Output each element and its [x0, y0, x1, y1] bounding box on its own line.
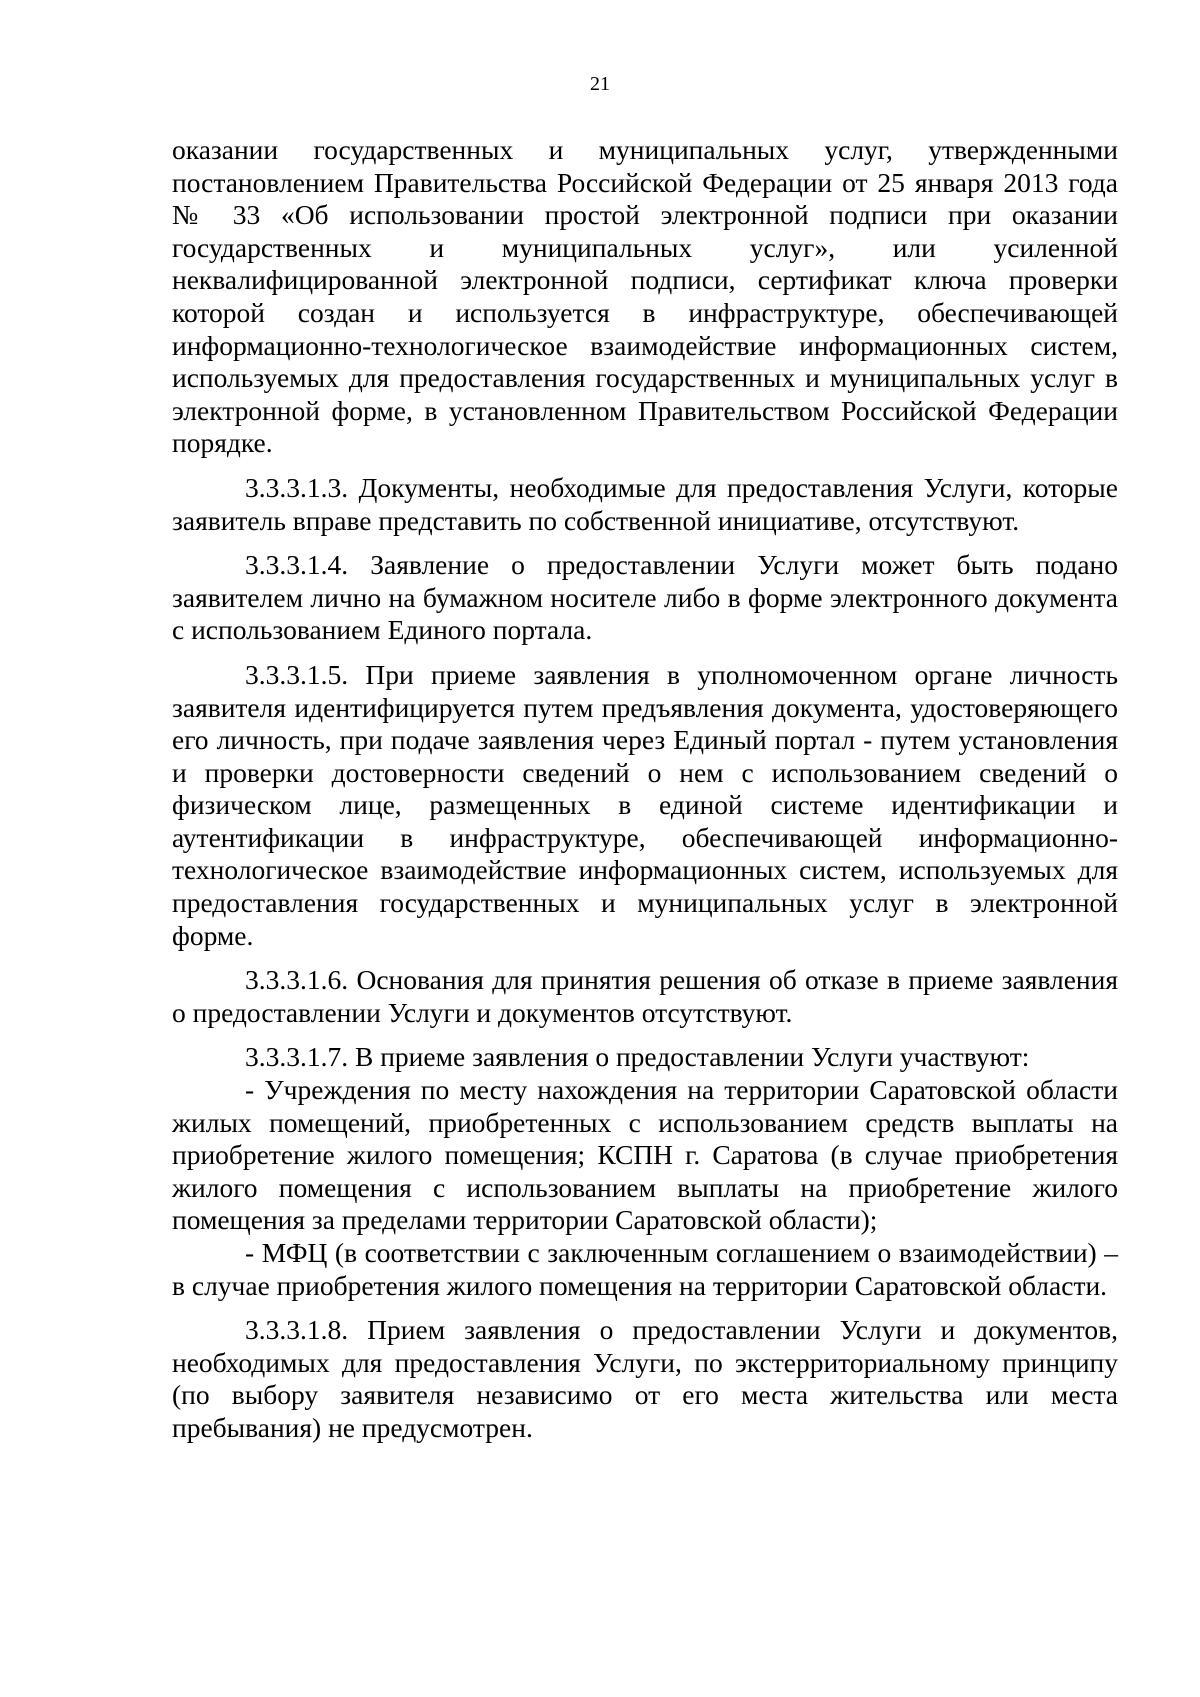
- paragraph-3-3-3-1-7: 3.3.3.1.7. В приеме заявления о предоставлении Услуги участвуют:: [245, 1041, 1030, 1073]
- page-number: 21: [590, 73, 610, 95]
- paragraph-continuation: оказании государственных и муниципальных услуг, утвержденными постановлением Правительства Российской Федерации от 25 января 2013 года № 33 «Об использовании простой электронной подписи при оказании государственных и муниципальных услуг», или усиленной неквалифицированной электронной подписи, сертификат ключа проверки которой создан и используется в инфраструктуре, обеспечивающей информационно-технологическое взаимодействие информационных систем, используемых для предоставления государственных и муниципальных услуг в электронной форме, в установленном Правительством Российской Федерации порядке.: [172, 134, 1118, 459]
- list-item-mfc: - МФЦ (в соответствии с заключенным соглашением о взаимодействии) – в случае приобретения жилого помещения на территории Саратовской области.: [172, 1237, 1118, 1301]
- paragraph-3-3-3-1-6: 3.3.3.1.6. Основания для принятия решения об отказе в приеме заявления о предоставлении Услуги и документов отсутствуют.: [172, 964, 1118, 1028]
- list-item-uchrezhdeniya: - Учреждения по месту нахождения на территории Саратовской области жилых помещений, приобретенных с использованием средств выплаты на приобретение жилого помещения; КСПН г. Саратова (в случае приобретения жилого помещения с использованием выплаты на приобретение жилого помещения за пределами территории Саратовской области);: [172, 1074, 1118, 1236]
- paragraph-3-3-3-1-5: 3.3.3.1.5. При приеме заявления в уполномоченном органе личность заявителя идентифицируется путем предъявления документа, удостоверяющего его личность, при подаче заявления через Единый портал - путем установления и проверки достоверности сведений о нем с использованием сведений о физическом лице, размещенных в единой системе идентификации и аутентификации в инфраструктуре, обеспечивающей информационно-технологическое взаимодействие информационных систем, используемых для предоставления государственных и муниципальных услуг в электронной форме.: [172, 658, 1118, 951]
- document-body: [172, 134, 1118, 1445]
- paragraph-3-3-3-1-8: 3.3.3.1.8. Прием заявления о предоставлении Услуги и документов, необходимых для предоставления Услуги, по экстерриториальному принципу (по выбору заявителя независимо от его места жительства или места пребывания) не предусмотрен.: [172, 1314, 1118, 1443]
- paragraph-3-3-3-1-3: 3.3.3.1.3. Документы, необходимые для предоставления Услуги, которые заявитель вправе представить по собственной инициативе, отсутствуют.: [172, 471, 1118, 536]
- paragraph-3-3-3-1-4: 3.3.3.1.4. Заявление о предоставлении Услуги может быть подано заявителем лично на бумажном носителе либо в форме электронного документа с использованием Единого портала.: [172, 549, 1118, 646]
